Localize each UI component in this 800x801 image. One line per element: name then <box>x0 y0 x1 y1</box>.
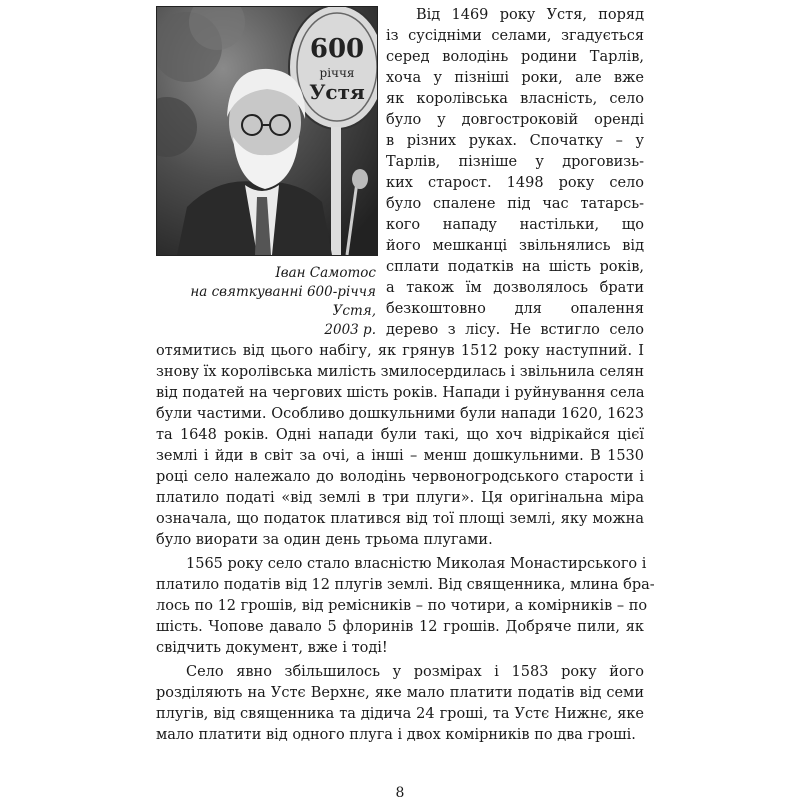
text-line: платило податів від 12 плугів землі. Від священника, млина бра- <box>156 577 655 593</box>
text-line: із сусідніми селами, згадується <box>386 28 644 44</box>
text-line: було виорати за один день трьома плугами. <box>156 532 493 548</box>
text-line: знову їх королівська милість змилосердилась і звільнила селян <box>156 364 645 380</box>
text-line: ких старост. 1498 року село <box>386 175 644 191</box>
text-line: було у довгостроковій оренді <box>386 112 644 128</box>
text-line: Тарлів, пізніше у дроговизь- <box>386 154 644 170</box>
text-line: розділяють на Устє Верхнє, яке мало платити податів від семи <box>156 685 644 701</box>
text-line: Село явно збільшилось у розмірах і 1583 року його <box>186 664 644 680</box>
text-line: як королівська власність, село <box>386 91 644 107</box>
sign-text-2: річчя <box>319 66 355 80</box>
caption-line-2: на святкуванні 600-річчя Устя, <box>190 284 376 319</box>
text-line: означала, що податок платився від тої площі землі, яку можна <box>156 511 644 527</box>
text-line: від податей на чергових шість років. Напади і руйнування села <box>156 385 645 401</box>
text-line: дерево з лісу. Не встигло село <box>386 322 644 338</box>
text-line: сплати податків на шість років, <box>386 259 644 275</box>
text-line: серед володінь родини Тарлів, <box>386 49 644 65</box>
caption-line-3: 2003 р. <box>324 322 376 338</box>
text-line: платило податі «від землі в три плуги». Ця оригінальна міра <box>156 490 644 506</box>
caption-line-1: Іван Самотос <box>275 265 376 281</box>
text-line: безкоштовно для опалення <box>386 301 644 317</box>
text-line: кого нападу настільки, що <box>386 217 644 233</box>
text-line: 1565 року село стало власністю Миколая Монастирського і <box>186 556 647 572</box>
text-line: в різних руках. Спочатку – у <box>386 133 644 149</box>
photo-caption <box>156 264 376 340</box>
sign-text-3: Устя <box>309 80 365 104</box>
text-line: мало платити від одного плуга і двох комірників по два гроші. <box>156 727 636 743</box>
text-line: отямитись від цього набігу, як грянув 1512 року наступний. І <box>156 343 644 359</box>
page-number: 8 <box>395 785 405 801</box>
text-line: було спалене під час татарсь- <box>386 196 644 212</box>
text-line: а також їм дозволялось брати <box>386 280 644 296</box>
photo <box>156 6 378 256</box>
text-line: плугів, від священника та дідича 24 гроші, та Устє Нижнє, яке <box>156 706 644 722</box>
text-line: році село належало до володінь червоногродського старости і <box>156 469 644 485</box>
text-line: шість. Чопове давало 5 флоринів 12 грошів. Добряче пили, як <box>156 619 644 635</box>
text-line: лось по 12 грошів, від ремісників – по чотири, а комірників – по <box>156 598 648 614</box>
text-line: та 1648 років. Одні напади були такі, що хоч відрікайся цієї <box>156 427 644 443</box>
photo-illustration <box>157 7 377 255</box>
text-line: хоча у пізніші роки, але вже <box>386 70 644 86</box>
text-line: землі і йди в світ за очі, а інші – менш дошкульними. В 1530 <box>156 448 644 464</box>
text-line: його мешканці звільнялись від <box>386 238 644 254</box>
figure <box>156 6 376 340</box>
text-line: Від 1469 року Устя, поряд <box>416 7 644 23</box>
text-line: були частими. Особливо дошкульними були напади 1620, 1623 <box>156 406 644 422</box>
text-line: свідчить документ, вже і тоді! <box>156 640 388 656</box>
sign-text-1: 600 <box>309 34 365 64</box>
